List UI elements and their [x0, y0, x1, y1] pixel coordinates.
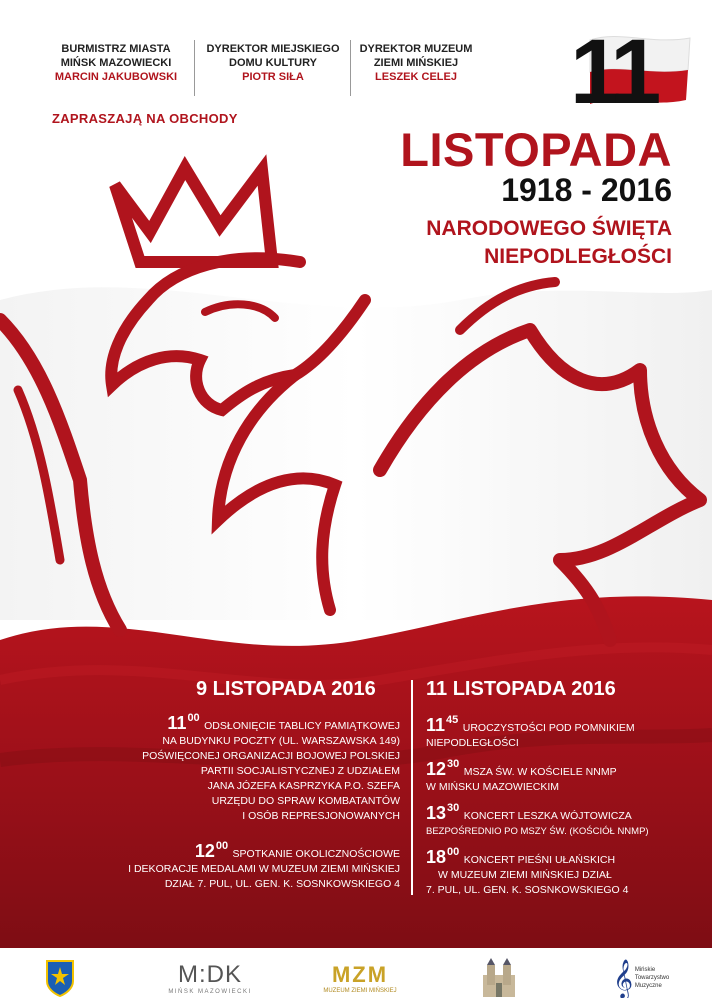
music-society-logo	[600, 955, 680, 1001]
event-line: DZIAŁ 7. PUL, UL. GEN. K. SOSNKOWSKIEGO 4	[164, 878, 400, 890]
church-icon	[476, 955, 522, 1001]
divider	[194, 40, 195, 96]
museum-logo-text: MZM	[331, 962, 389, 987]
organizer-role: MIŃSK MAZOWIECKI	[60, 57, 172, 69]
organizer-role: ZIEMI MIŃSKIEJ	[373, 57, 459, 69]
event-line: W MUZEUM ZIEMI MIŃSKIEJ DZIAŁ	[438, 869, 612, 881]
music-society-text: Towarzystwo	[634, 975, 670, 981]
event-line: KONCERT LESZKA WÓJTOWICZA	[463, 810, 632, 822]
city-coat-of-arms-icon	[40, 955, 80, 1001]
subtitle-line1: NARODOWEGO ŚWIĘTA	[426, 217, 672, 240]
event-minutes: 00	[187, 712, 200, 724]
organizer-culture-director	[200, 42, 346, 84]
day2-event-2	[426, 758, 706, 795]
event-line: PARTII SOCJALISTYCZNEJ Z UDZIAŁEM	[200, 765, 400, 777]
invitation-text: ZAPRASZAJĄ NA OBCHODY	[52, 111, 238, 126]
day1-event-1	[70, 712, 400, 824]
mdk-logo-text: M:DK	[178, 961, 242, 988]
event-time	[195, 841, 228, 861]
event-line: I DEKORACJE MEDALAMI W MUZEUM ZIEMI MIŃSKIEJ	[128, 863, 400, 875]
event-hour: 11	[426, 715, 446, 735]
date-day-number: 11	[570, 21, 656, 123]
mdk-logo	[165, 955, 255, 1001]
event-line: NA BUDYNKU POCZTY (UL. WARSZAWSKA 149)	[162, 735, 400, 747]
event-line: ODSŁONIĘCIE TABLICY PAMIĄTKOWEJ	[204, 720, 400, 732]
event-line: W MIŃSKU MAZOWIECKIM	[426, 781, 559, 793]
event-minutes: 00	[215, 840, 229, 852]
organizer-role: DOMU KULTURY	[229, 57, 317, 69]
event-line: KONCERT PIEŚNI UŁAŃSKICH	[463, 854, 616, 866]
event-time	[426, 715, 458, 735]
event-line: NIEPODLEGŁOŚCI	[426, 737, 519, 749]
event-line: MSZA ŚW. W KOŚCIELE NNMP	[463, 766, 617, 778]
event-hour: 18	[426, 847, 447, 867]
event-line: I OSÓB REPRESJONOWANYCH	[242, 810, 400, 822]
event-minutes: 30	[447, 758, 460, 770]
event-minutes: 30	[447, 802, 460, 814]
day2-event-3	[426, 802, 710, 839]
event-line: JANA JÓZEFA KASPRZYKA P.O. SZEFA	[207, 780, 400, 792]
event-time	[426, 759, 459, 779]
event-line: POŚWIĘCONEJ ORGANIZACJI BOJOWEJ POLSKIEJ	[142, 750, 400, 762]
treble-clef-icon	[611, 958, 633, 998]
organizer-role: BURMISTRZ MIASTA	[61, 43, 171, 55]
event-time	[426, 847, 459, 867]
day2-event-1	[426, 714, 706, 751]
music-society-text: Muzyczne	[634, 983, 662, 989]
event-hour: 12	[426, 759, 447, 779]
museum-logo-subtext: MUZEUM ZIEMI MIŃSKIEJ	[323, 988, 397, 994]
event-line: SPOTKANIE OKOLICZNOŚCIOWE	[232, 848, 400, 860]
event-hour: 11	[167, 713, 187, 733]
day1-event-2	[60, 840, 400, 892]
schedule-divider	[411, 680, 413, 895]
organizer-mayor	[42, 42, 190, 84]
event-line: UROCZYSTOŚCI POD POMNIKIEM	[462, 722, 635, 734]
month-heading: LISTOPADA	[400, 123, 672, 176]
event-line: URZĘDU DO SPRAW KOMBATANTÓW	[211, 795, 400, 807]
organizer-role: DYREKTOR MIEJSKIEGO	[206, 43, 340, 55]
organizer-name: PIOTR SIŁA	[242, 71, 304, 83]
event-line: BEZPOŚREDNIO PO MSZY ŚW. (KOŚCIÓŁ NNMP)	[426, 826, 649, 837]
event-minutes: 00	[447, 846, 460, 858]
event-minutes: 45	[446, 714, 459, 726]
event-line: 7. PUL, UL. GEN. K. SOSNKOWSKIEGO 4	[426, 884, 629, 896]
event-hour: 13	[426, 803, 447, 823]
organizer-name: MARCIN JAKUBOWSKI	[54, 71, 178, 83]
mdk-logo-subtext: MIŃSK MAZOWIECKI	[168, 989, 252, 995]
day2-date: 11 LISTOPADA 2016	[426, 678, 616, 700]
day2-event-4	[426, 846, 710, 898]
day1-date: 9 LISTOPADA 2016	[196, 678, 376, 700]
event-hour: 12	[194, 841, 215, 861]
event-time	[167, 713, 199, 733]
music-society-text: Mińskie	[634, 967, 656, 973]
divider	[350, 40, 351, 96]
organizer-museum-director	[356, 42, 476, 84]
svg-text:𝄞: 𝄞	[612, 959, 633, 998]
event-time	[426, 803, 459, 823]
organizer-name: LESZEK CELEJ	[375, 71, 457, 83]
years-heading: 1918 - 2016	[501, 172, 672, 208]
subtitle-line2: NIEPODLEGŁOŚCI	[484, 245, 672, 268]
museum-logo	[315, 955, 405, 1001]
organizer-role: DYREKTOR MUZEUM	[359, 43, 473, 55]
